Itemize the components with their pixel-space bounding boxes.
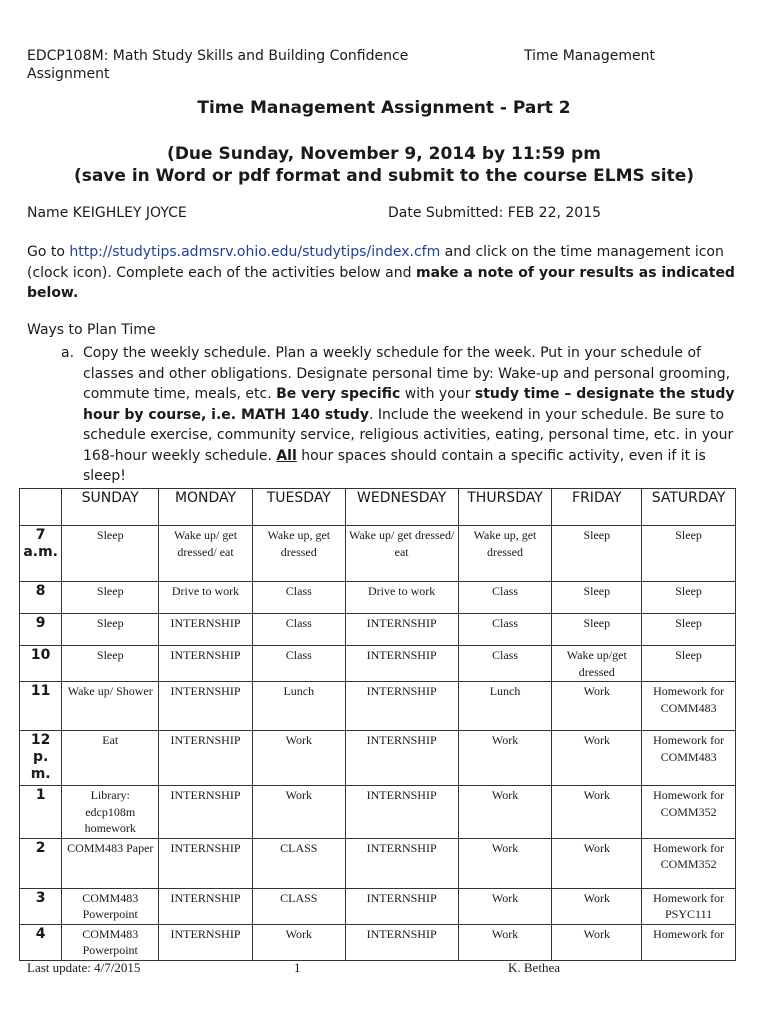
schedule-cell: Work: [552, 924, 642, 960]
schedule-cell: COMM483 Powerpoint: [62, 888, 159, 924]
schedule-cell: Eat: [62, 731, 159, 786]
weekly-schedule-table: [19, 488, 736, 961]
schedule-cell: Class: [458, 614, 552, 646]
table-row: [20, 924, 736, 960]
schedule-cell: Lunch: [458, 682, 552, 731]
schedule-cell: Sleep: [642, 614, 736, 646]
schedule-cell: Wake up/ get dressed/ eat: [345, 526, 458, 582]
instruction-text: Copy the weekly schedule. Plan a weekly schedule for the week. Put in your schedule of classes and other obligations. Designate personal time by: Wake-up and personal grooming, commute time, meals, etc.: [83, 345, 731, 402]
table-row: [20, 682, 736, 731]
day-header: FRIDAY: [552, 489, 642, 526]
hour-label: 11: [20, 682, 62, 731]
schedule-cell: COMM483 Paper: [62, 838, 159, 888]
schedule-cell: Class: [252, 582, 345, 614]
instruction-emphasis: All: [276, 447, 297, 464]
assignment-label: Time Management: [524, 48, 655, 64]
schedule-cell: Library: edcp108m homework: [62, 786, 159, 839]
schedule-cell: Work: [552, 682, 642, 731]
instruction-text: with your: [400, 386, 475, 402]
schedule-cell: Work: [552, 731, 642, 786]
schedule-cell: Wake up/ get dressed/ eat: [159, 526, 253, 582]
hour-label: 2: [20, 838, 62, 888]
intro-text: Go to: [27, 244, 70, 260]
table-row: [20, 646, 736, 682]
schedule-cell: INTERNSHIP: [159, 646, 253, 682]
schedule-cell: Homework for COMM483: [642, 731, 736, 786]
list-item-text: [83, 343, 747, 487]
schedule-cell: Sleep: [62, 614, 159, 646]
schedule-cell: Sleep: [62, 526, 159, 582]
schedule-cell: Homework for COMM483: [642, 682, 736, 731]
list-marker: a.: [61, 345, 75, 361]
hour-label: 10: [20, 646, 62, 682]
schedule-cell: INTERNSHIP: [345, 614, 458, 646]
footer-last-update: Last update: 4/7/2015: [27, 960, 141, 975]
schedule-cell: Class: [252, 614, 345, 646]
table-row: [20, 614, 736, 646]
schedule-cell: INTERNSHIP: [345, 924, 458, 960]
schedule-cell: CLASS: [252, 888, 345, 924]
hour-label: 9: [20, 614, 62, 646]
schedule-cell: Homework for COMM352: [642, 838, 736, 888]
footer-author: K. Bethea: [508, 960, 560, 975]
schedule-body: [20, 526, 736, 961]
date-submitted: Date Submitted: FEB 22, 2015: [388, 205, 602, 221]
schedule-cell: Work: [458, 838, 552, 888]
schedule-cell: Class: [458, 646, 552, 682]
student-name: Name KEIGHLEY JOYCE: [27, 205, 187, 221]
schedule-cell: INTERNSHIP: [159, 888, 253, 924]
schedule-cell: Class: [252, 646, 345, 682]
schedule-cell: Homework for COMM352: [642, 786, 736, 839]
schedule-cell: Work: [458, 924, 552, 960]
schedule-cell: Work: [252, 731, 345, 786]
day-header: TUESDAY: [252, 489, 345, 526]
hour-label: 8: [20, 582, 62, 614]
day-header: THURSDAY: [458, 489, 552, 526]
instruction-emphasis: Be very specific: [276, 386, 401, 402]
instruction-text: hour spaces should contain a specific activity, even if it is sleep!: [83, 447, 706, 484]
schedule-cell: INTERNSHIP: [159, 682, 253, 731]
schedule-cell: Lunch: [252, 682, 345, 731]
schedule-cell: INTERNSHIP: [345, 838, 458, 888]
document-title: Time Management Assignment - Part 2: [197, 98, 571, 118]
footer-page-number: 1: [294, 960, 301, 975]
schedule-cell: Class: [458, 582, 552, 614]
hour-label: 1: [20, 786, 62, 839]
day-header: WEDNESDAY: [345, 489, 458, 526]
course-title: EDCP108M: Math Study Skills and Building Confidence: [27, 48, 409, 64]
due-date-line: (Due Sunday, November 9, 2014 by 11:59 pm: [167, 144, 601, 164]
schedule-cell: Work: [458, 888, 552, 924]
schedule-cell: Wake up/ Shower: [62, 682, 159, 731]
table-row: [20, 526, 736, 582]
schedule-cell: INTERNSHIP: [345, 786, 458, 839]
hour-label: 12 p. m.: [20, 731, 62, 786]
schedule-cell: Sleep: [552, 614, 642, 646]
schedule-cell: Work: [252, 786, 345, 839]
intro-text-continued: and click on the time management icon (clock icon). Complete each of the activities below and: [27, 244, 724, 281]
studytips-link[interactable]: http://studytips.admsrv.ohio.edu/studytips/index.cfm: [69, 244, 441, 260]
corner-cell: [20, 489, 62, 526]
schedule-cell: Drive to work: [345, 582, 458, 614]
list-item-a: [61, 343, 747, 487]
section-heading: Ways to Plan Time: [27, 322, 156, 338]
due-notice: [0, 143, 768, 187]
intro-emphasis: make a note of your results as indicated below.: [27, 264, 735, 301]
schedule-cell: Wake up, get dressed: [458, 526, 552, 582]
day-header: MONDAY: [159, 489, 253, 526]
table-row: [20, 838, 736, 888]
table-header-row: [20, 489, 736, 526]
schedule-cell: Homework for: [642, 924, 736, 960]
schedule-cell: INTERNSHIP: [159, 838, 253, 888]
schedule-cell: Work: [458, 731, 552, 786]
instruction-emphasis: study time – designate the study hour by course, i.e. MATH 140 study: [83, 386, 735, 423]
table-row: [20, 582, 736, 614]
instruction-text: . Include the weekend in your schedule. Be sure to schedule exercise, community service, religious activities, eating, personal time, etc. in your 168-hour weekly schedule.: [83, 406, 734, 464]
schedule-cell: INTERNSHIP: [159, 614, 253, 646]
schedule-cell: Work: [252, 924, 345, 960]
hour-label: 4: [20, 924, 62, 960]
schedule-cell: Sleep: [62, 582, 159, 614]
schedule-cell: Sleep: [642, 582, 736, 614]
day-header: SATURDAY: [642, 489, 736, 526]
schedule-cell: Wake up, get dressed: [252, 526, 345, 582]
table-row: [20, 786, 736, 839]
schedule-cell: INTERNSHIP: [345, 731, 458, 786]
assignment-label-continued: Assignment: [27, 66, 110, 82]
schedule-cell: Sleep: [552, 526, 642, 582]
schedule-cell: INTERNSHIP: [159, 786, 253, 839]
submit-instructions-line: (save in Word or pdf format and submit to the course ELMS site): [73, 166, 695, 186]
schedule-cell: COMM483 Powerpoint: [62, 924, 159, 960]
schedule-cell: Sleep: [552, 582, 642, 614]
schedule-cell: INTERNSHIP: [345, 888, 458, 924]
page-header: [27, 47, 747, 83]
schedule-cell: Work: [552, 888, 642, 924]
schedule-cell: Work: [552, 838, 642, 888]
schedule-cell: Drive to work: [159, 582, 253, 614]
table-row: [20, 888, 736, 924]
schedule-cell: Work: [458, 786, 552, 839]
schedule-cell: INTERNSHIP: [159, 924, 253, 960]
schedule-cell: Sleep: [642, 526, 736, 582]
hour-label: 7 a.m.: [20, 526, 62, 582]
schedule-cell: CLASS: [252, 838, 345, 888]
schedule-cell: Sleep: [642, 646, 736, 682]
day-header: SUNDAY: [62, 489, 159, 526]
schedule-cell: Work: [552, 786, 642, 839]
schedule-cell: INTERNSHIP: [345, 646, 458, 682]
hour-label: 3: [20, 888, 62, 924]
schedule-cell: INTERNSHIP: [345, 682, 458, 731]
schedule-cell: Sleep: [62, 646, 159, 682]
table-row: [20, 731, 736, 786]
intro-paragraph: [27, 242, 745, 304]
schedule-cell: Homework for PSYC111: [642, 888, 736, 924]
schedule-cell: INTERNSHIP: [159, 731, 253, 786]
schedule-cell: Wake up/get dressed: [552, 646, 642, 682]
